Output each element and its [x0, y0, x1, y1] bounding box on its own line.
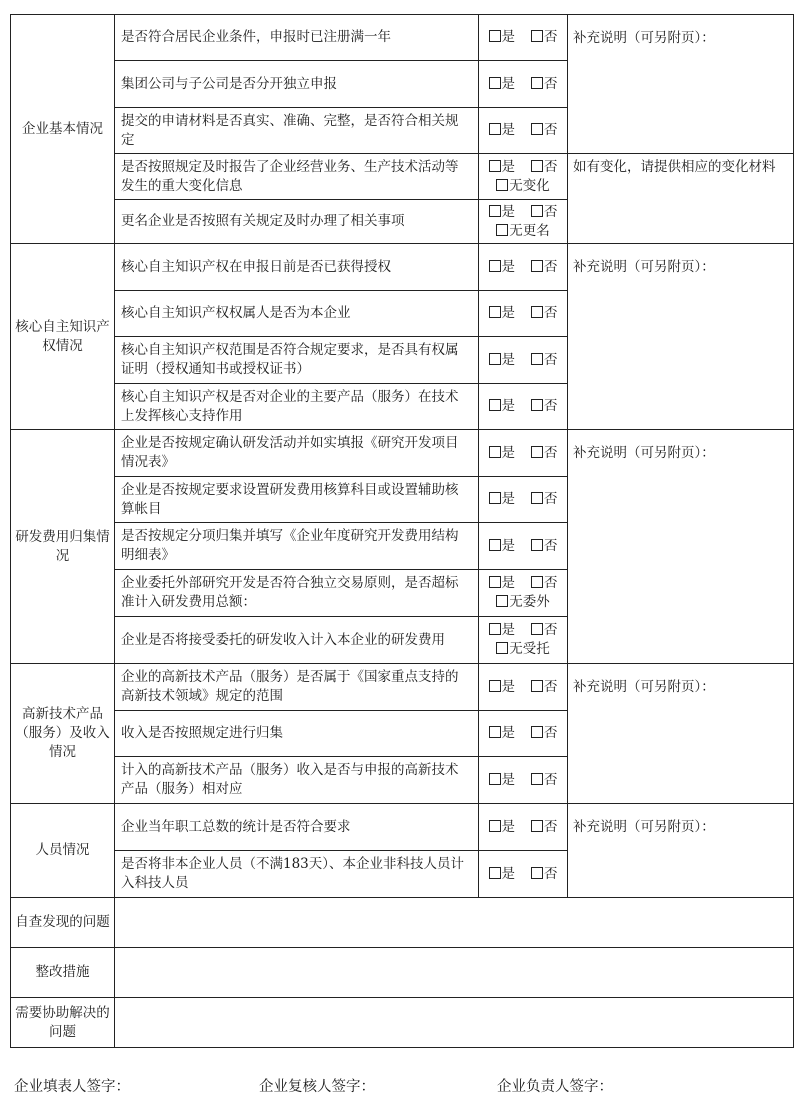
checkbox-label: 是 [501, 491, 515, 507]
section-title: 核心自主知识产权情况 [11, 244, 115, 430]
checkbox-icon[interactable] [531, 820, 543, 832]
checkbox-option[interactable] [489, 772, 516, 788]
checkbox-icon[interactable] [496, 224, 508, 236]
change-note: 如有变化，请提供相应的变化材料 [568, 154, 794, 244]
self-check-form [10, 14, 794, 1048]
option-line [481, 158, 565, 177]
check-options [479, 804, 568, 851]
check-item-text: 企业是否按规定要求设置研发费用核算科目或设置辅助核算帐目 [115, 477, 479, 523]
check-item-text: 核心自主知识产权权属人是否为本企业 [115, 291, 479, 337]
checkbox-option[interactable] [496, 641, 550, 657]
option-line [481, 537, 565, 556]
option-line [481, 203, 565, 222]
checkbox-option[interactable] [489, 679, 516, 695]
check-item-text: 企业委托外部研究开发是否符合独立交易原则，是否超标准计入研发费用总额： [115, 570, 479, 617]
option-line [481, 351, 565, 370]
checkbox-option[interactable] [531, 122, 558, 138]
checkbox-option[interactable] [489, 819, 516, 835]
checkbox-option[interactable] [531, 538, 558, 554]
check-item-text: 核心自主知识产权在申报日前是否已获得授权 [115, 244, 479, 291]
check-options [479, 291, 568, 337]
check-item-text: 计入的高新技术产品（服务）收入是否与申报的高新技术产品（服务）相对应 [115, 757, 479, 804]
check-item-text: 是否符合居民企业条件，申报时已注册满一年 [115, 15, 479, 61]
checkbox-label: 是 [501, 725, 515, 741]
checkbox-icon[interactable] [531, 867, 543, 879]
supplement-note: 补充说明（可另附页）： [568, 430, 794, 664]
checkbox-option[interactable] [531, 445, 558, 461]
checkbox-option[interactable] [531, 259, 558, 275]
checkbox-icon[interactable] [489, 30, 501, 42]
table-row [11, 430, 794, 477]
checkbox-icon[interactable] [489, 680, 501, 692]
checkbox-label: 否 [544, 75, 558, 92]
check-options [479, 108, 568, 154]
option-line [481, 121, 565, 140]
supplement-note: 补充说明（可另附页）： [568, 804, 794, 898]
check-options [479, 757, 568, 804]
rectification-row [11, 948, 794, 998]
check-options [479, 15, 568, 61]
option-line [481, 865, 565, 884]
footer-row-label: 整改措施 [11, 948, 115, 998]
assistance-needed-row [11, 998, 794, 1048]
checkbox-option[interactable] [531, 159, 558, 175]
check-options [479, 337, 568, 384]
option-line [481, 490, 565, 509]
checkbox-label: 否 [544, 537, 558, 554]
checkbox-label: 是 [501, 678, 515, 695]
check-options [479, 244, 568, 291]
checkbox-label: 否 [544, 351, 558, 368]
checkbox-option[interactable] [489, 538, 516, 554]
checkbox-icon[interactable] [489, 820, 501, 832]
footer-row-input[interactable] [115, 948, 794, 998]
checkbox-icon[interactable] [489, 123, 501, 135]
checkbox-icon[interactable] [489, 726, 501, 738]
checkbox-icon[interactable] [489, 867, 501, 879]
checkbox-icon[interactable] [489, 623, 501, 635]
footer-row-input[interactable] [115, 898, 794, 948]
option-line [481, 75, 565, 94]
checkbox-option[interactable] [531, 772, 558, 788]
checkbox-label: 是 [501, 75, 515, 92]
section-title: 高新技术产品（服务）及收入情况 [11, 664, 115, 804]
check-options [479, 523, 568, 570]
checkbox-option[interactable] [531, 575, 558, 591]
checkbox-label: 否 [544, 622, 558, 638]
checkbox-label: 是 [501, 258, 515, 275]
option-line [481, 444, 565, 463]
checkbox-label: 否 [544, 575, 558, 591]
supplement-note: 补充说明（可另附页）： [568, 664, 794, 804]
check-item-text: 收入是否按照规定进行归集 [115, 711, 479, 757]
option-line [481, 177, 565, 196]
issues-found-row [11, 898, 794, 948]
checkbox-option[interactable] [496, 223, 550, 239]
checkbox-label: 否 [544, 203, 558, 220]
checkbox-label: 否 [544, 305, 558, 321]
checkbox-label: 否 [544, 491, 558, 507]
checkbox-icon[interactable] [531, 399, 543, 411]
section-title: 研发费用归集情况 [11, 430, 115, 664]
check-options [479, 154, 568, 200]
check-options [479, 851, 568, 898]
checkbox-icon[interactable] [489, 260, 501, 272]
table-body [11, 15, 794, 1048]
check-options [479, 61, 568, 108]
checkbox-icon[interactable] [531, 773, 543, 785]
table-row [11, 664, 794, 711]
option-line [481, 222, 565, 241]
check-options [479, 711, 568, 757]
checkbox-label: 是 [501, 398, 515, 414]
check-item-text: 是否按照规定及时报告了企业经营业务、生产技术活动等发生的重大变化信息 [115, 154, 479, 200]
check-options [479, 570, 568, 617]
checkbox-label: 是 [501, 771, 515, 788]
table-row [11, 15, 794, 61]
checkbox-option[interactable] [489, 398, 516, 414]
checkbox-icon[interactable] [489, 160, 501, 172]
checkbox-option[interactable] [489, 76, 516, 92]
check-item-text: 核心自主知识产权范围是否符合规定要求，是否具有权属证明（授权通知书或授权证书） [115, 337, 479, 384]
option-line [481, 397, 565, 416]
option-line [481, 678, 565, 697]
checkbox-icon[interactable] [531, 260, 543, 272]
checkbox-label: 无更名 [509, 222, 550, 239]
option-line [481, 818, 565, 837]
table-row [11, 244, 794, 291]
check-item-text: 企业是否按规定确认研发活动并如实填报《研究开发项目情况表》 [115, 430, 479, 477]
supplement-note: 补充说明（可另附页）： [568, 244, 794, 430]
checkbox-option[interactable] [531, 76, 558, 92]
option-line [481, 304, 565, 323]
signature-reviewer: 企业复核人签字： [259, 1079, 375, 1095]
option-line [481, 574, 565, 593]
check-item-text: 是否按规定分项归集并填写《企业年度研究开发费用结构明细表》 [115, 523, 479, 570]
footer-row-input[interactable] [115, 998, 794, 1048]
check-options [479, 664, 568, 711]
checkbox-icon[interactable] [496, 595, 508, 607]
checkbox-label: 否 [544, 818, 558, 835]
checkbox-icon[interactable] [531, 160, 543, 172]
checkbox-label: 是 [501, 29, 515, 45]
check-item-text: 是否将非本企业人员（不满183天）、本企业非科技人员计入科技人员 [115, 851, 479, 898]
checkbox-label: 否 [544, 398, 558, 414]
checkbox-icon[interactable] [531, 492, 543, 504]
checkbox-option[interactable] [531, 866, 558, 882]
checkbox-option[interactable] [531, 819, 558, 835]
option-line [481, 724, 565, 743]
checkbox-label: 否 [544, 725, 558, 741]
checkbox-option[interactable] [531, 352, 558, 368]
checkbox-icon[interactable] [531, 205, 543, 217]
checkbox-icon[interactable] [489, 492, 501, 504]
check-options [479, 477, 568, 523]
checkbox-option[interactable] [496, 594, 550, 610]
checkbox-icon[interactable] [489, 399, 501, 411]
option-line [481, 28, 565, 47]
checkbox-icon[interactable] [489, 205, 501, 217]
checkbox-label: 无委外 [509, 594, 550, 610]
checkbox-label: 无受托 [509, 641, 550, 657]
check-item-text: 核心自主知识产权是否对企业的主要产品（服务）在技术上发挥核心支持作用 [115, 384, 479, 430]
checkbox-icon[interactable] [531, 353, 543, 365]
checkbox-label: 否 [544, 158, 558, 175]
checkbox-icon[interactable] [531, 77, 543, 89]
checkbox-label: 是 [501, 537, 515, 554]
checkbox-option[interactable] [489, 352, 516, 368]
checkbox-icon[interactable] [531, 306, 543, 318]
checkbox-option[interactable] [531, 491, 558, 507]
checkbox-option[interactable] [531, 204, 558, 220]
table-row [11, 804, 794, 851]
checkbox-icon[interactable] [531, 726, 543, 738]
check-options [479, 384, 568, 430]
checkbox-label: 是 [501, 865, 515, 882]
checkbox-icon[interactable] [531, 30, 543, 42]
checkbox-label: 是 [501, 351, 515, 368]
checkbox-icon[interactable] [489, 576, 501, 588]
checkbox-icon[interactable] [531, 446, 543, 458]
check-item-text: 企业当年职工总数的统计是否符合要求 [115, 804, 479, 851]
checkbox-icon[interactable] [489, 446, 501, 458]
checkbox-option[interactable] [489, 725, 516, 741]
checkbox-icon[interactable] [496, 179, 508, 191]
option-line [481, 593, 565, 612]
checkbox-icon[interactable] [496, 642, 508, 654]
checkbox-label: 否 [544, 865, 558, 882]
option-line [481, 771, 565, 790]
supplement-note: 补充说明（可另附页）： [568, 15, 794, 154]
checkbox-label: 否 [544, 122, 558, 138]
checkbox-label: 是 [501, 444, 515, 461]
checkbox-option[interactable] [489, 159, 516, 175]
option-line [481, 640, 565, 659]
checkbox-label: 是 [501, 622, 515, 638]
section-title: 人员情况 [11, 804, 115, 898]
checkbox-label: 无变化 [509, 177, 550, 194]
checkbox-label: 否 [544, 29, 558, 45]
checkbox-option[interactable] [531, 29, 558, 45]
table-row [11, 154, 794, 200]
checkbox-option[interactable] [489, 575, 516, 591]
signature-filler: 企业填表人签字： [14, 1079, 130, 1095]
self-check-table [10, 14, 794, 1048]
checkbox-option[interactable] [489, 866, 516, 882]
checkbox-label: 是 [501, 203, 515, 220]
checkbox-option[interactable] [489, 122, 516, 138]
check-item-text: 企业的高新技术产品（服务）是否属于《国家重点支持的高新技术领域》规定的范围 [115, 664, 479, 711]
checkbox-option[interactable] [531, 679, 558, 695]
checkbox-option[interactable] [531, 725, 558, 741]
checkbox-icon[interactable] [531, 623, 543, 635]
check-item-text: 更名企业是否按照有关规定及时办理了相关事项 [115, 200, 479, 244]
check-options [479, 430, 568, 477]
option-line [481, 258, 565, 277]
checkbox-option[interactable] [531, 305, 558, 321]
checkbox-icon[interactable] [531, 539, 543, 551]
checkbox-option[interactable] [489, 305, 516, 321]
checkbox-label: 是 [501, 818, 515, 835]
check-item-text: 企业是否将接受委托的研发收入计入本企业的研发费用 [115, 617, 479, 664]
section-title: 企业基本情况 [11, 15, 115, 244]
check-options [479, 617, 568, 664]
checkbox-label: 否 [544, 678, 558, 695]
checkbox-option[interactable] [496, 178, 550, 194]
checkbox-option[interactable] [489, 29, 516, 45]
check-options [479, 200, 568, 244]
checkbox-option[interactable] [489, 204, 516, 220]
check-item-text: 集团公司与子公司是否分开独立申报 [115, 61, 479, 108]
checkbox-label: 否 [544, 258, 558, 275]
checkbox-option[interactable] [489, 259, 516, 275]
checkbox-option[interactable] [531, 398, 558, 414]
checkbox-label: 否 [544, 444, 558, 461]
footer-row-label: 自查发现的问题 [11, 898, 115, 948]
checkbox-option[interactable] [489, 491, 516, 507]
checkbox-icon[interactable] [489, 773, 501, 785]
checkbox-icon[interactable] [489, 539, 501, 551]
checkbox-label: 是 [501, 158, 515, 175]
checkbox-label: 是 [501, 575, 515, 591]
checkbox-option[interactable] [489, 622, 516, 638]
checkbox-icon[interactable] [489, 353, 501, 365]
checkbox-label: 否 [544, 771, 558, 788]
check-item-text: 提交的申请材料是否真实、准确、完整，是否符合相关规定 [115, 108, 479, 154]
checkbox-icon[interactable] [531, 680, 543, 692]
checkbox-label: 是 [501, 122, 515, 138]
checkbox-label: 是 [501, 305, 515, 321]
checkbox-icon[interactable] [531, 123, 543, 135]
checkbox-icon[interactable] [489, 77, 501, 89]
option-line [481, 621, 565, 640]
checkbox-option[interactable] [531, 622, 558, 638]
checkbox-icon[interactable] [489, 306, 501, 318]
checkbox-icon[interactable] [531, 576, 543, 588]
checkbox-option[interactable] [489, 445, 516, 461]
signature-manager: 企业负责人签字： [497, 1079, 613, 1095]
footer-row-label: 需要协助解决的问题 [11, 998, 115, 1048]
